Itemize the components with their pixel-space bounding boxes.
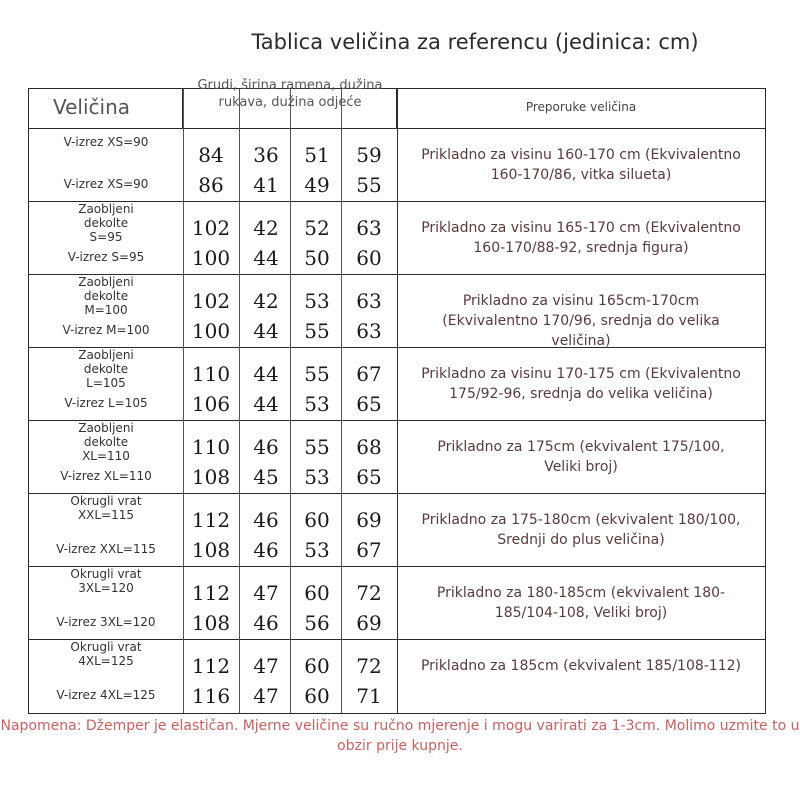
- measurement-value: 106: [191, 392, 231, 416]
- measurement-value: 42: [253, 289, 279, 313]
- measurement-value: 112: [191, 654, 231, 678]
- measurement-value: 60: [304, 654, 330, 678]
- measurement-value: 102: [191, 216, 231, 240]
- measurement-value: 65: [356, 392, 382, 416]
- size-label-secondary: V-izrez XXL=115: [56, 542, 156, 556]
- measurement-value: 59: [356, 143, 382, 167]
- measurement-value: 100: [191, 319, 231, 343]
- measurement-value: 55: [304, 319, 330, 343]
- size-label-secondary: V-izrez 4XL=125: [56, 688, 156, 702]
- size-recommendation: Prikladno za visinu 165-170 cm (Ekvivalentno 160-170/88-92, srednja figura): [421, 220, 741, 256]
- size-label-primary: Zaobljeni dekolte XL=110: [78, 421, 134, 463]
- measurement-value: 108: [191, 611, 231, 635]
- measurement-value: 108: [191, 465, 231, 489]
- measurement-value: 84: [198, 143, 224, 167]
- column-divider: [397, 89, 398, 713]
- measurement-value: 53: [304, 465, 330, 489]
- measurement-value: 53: [304, 538, 330, 562]
- measurement-value: 46: [253, 508, 279, 532]
- measurement-value: 41: [253, 173, 279, 197]
- measurement-value: 72: [356, 581, 382, 605]
- measurement-value: 71: [356, 684, 382, 708]
- measurement-value: 47: [253, 581, 279, 605]
- measurement-value: 60: [304, 508, 330, 532]
- measurement-value: 42: [253, 216, 279, 240]
- measurement-value: 46: [253, 611, 279, 635]
- measurement-value: 52: [304, 216, 330, 240]
- size-recommendation: Prikladno za visinu 160-170 cm (Ekvivalentno 160-170/86, vitka silueta): [421, 147, 741, 183]
- measurement-value: 44: [253, 392, 279, 416]
- measurement-value: 46: [253, 538, 279, 562]
- measurement-value: 116: [191, 684, 231, 708]
- size-recommendation: Prikladno za visinu 170-175 cm (Ekvivalentno 175/92-96, srednja do velika veličina): [421, 366, 741, 402]
- measurement-value: 50: [304, 246, 330, 270]
- column-divider: [341, 89, 342, 713]
- measurement-value: 56: [304, 611, 330, 635]
- measurement-value: 55: [356, 173, 382, 197]
- header-recommendation-label: Preporuke veličina: [525, 100, 637, 114]
- measurement-value: 69: [356, 611, 382, 635]
- size-label-primary: V-izrez XS=90: [63, 135, 149, 149]
- measurement-value: 47: [253, 654, 279, 678]
- size-recommendation: Prikladno za 175cm (ekvivalent 175/100, Veliki broj): [437, 439, 725, 475]
- measurement-value: 55: [304, 435, 330, 459]
- size-label-primary: Zaobljeni dekolte S=95: [78, 202, 134, 244]
- measurement-value: 63: [356, 289, 382, 313]
- measurement-value: 51: [304, 143, 330, 167]
- measurement-value: 72: [356, 654, 382, 678]
- measurement-value: 100: [191, 246, 231, 270]
- measurement-value: 60: [356, 246, 382, 270]
- measurement-value: 110: [191, 362, 231, 386]
- measurement-value: 60: [304, 581, 330, 605]
- size-label-primary: Zaobljeni dekolte M=100: [78, 275, 134, 317]
- measurement-value: 68: [356, 435, 382, 459]
- measurement-value: 44: [253, 319, 279, 343]
- column-divider: [290, 89, 291, 713]
- size-recommendation: Prikladno za 175-180cm (ekvivalent 180/100, Srednji do plus veličina): [421, 512, 741, 548]
- measurement-value: 86: [198, 173, 224, 197]
- measurement-value: 65: [356, 465, 382, 489]
- measurement-value: 102: [191, 289, 231, 313]
- measurement-value: 63: [356, 319, 382, 343]
- size-label-secondary: V-izrez S=95: [67, 250, 145, 264]
- column-divider: [183, 89, 184, 713]
- measurement-value: 112: [191, 581, 231, 605]
- measurement-value: 46: [253, 435, 279, 459]
- measurement-value: 108: [191, 538, 231, 562]
- measurement-value: 112: [191, 508, 231, 532]
- size-label-secondary: V-izrez XS=90: [63, 177, 149, 191]
- measurement-value: 49: [304, 173, 330, 197]
- header-size-label: Veličina: [53, 95, 131, 119]
- size-label-secondary: V-izrez XL=110: [60, 469, 152, 483]
- header-size-cell: [29, 89, 183, 129]
- size-label-primary: Okrugli vrat XXL=115: [70, 494, 142, 522]
- size-label-primary: Okrugli vrat 3XL=120: [70, 567, 142, 595]
- measurement-value: 45: [253, 465, 279, 489]
- measurement-value: 63: [356, 216, 382, 240]
- measurement-value: 110: [191, 435, 231, 459]
- measurement-value: 60: [304, 684, 330, 708]
- size-label-secondary: V-izrez 3XL=120: [56, 615, 156, 629]
- header-recommendation-cell: [397, 89, 765, 129]
- size-recommendation: Prikladno za 180-185cm (ekvivalent 180-185/104-108, Veliki broj): [436, 585, 726, 621]
- measurement-value: 69: [356, 508, 382, 532]
- measurement-value: 44: [253, 362, 279, 386]
- size-label-secondary: V-izrez L=105: [64, 396, 148, 410]
- size-label-primary: Okrugli vrat 4XL=125: [70, 640, 142, 668]
- size-label-secondary: V-izrez M=100: [62, 323, 150, 337]
- page-title: Tablica veličina za referencu (jedinica: cm): [251, 30, 699, 54]
- measurement-value: 36: [253, 143, 279, 167]
- column-divider: [239, 89, 240, 713]
- size-recommendation: Prikladno za visinu 165cm-170cm (Ekvivalentno 170/96, srednja do velika veličina): [442, 293, 720, 349]
- header-measurements-label: Grudi, širina ramena, dužina rukava, dužina odjeće: [197, 78, 383, 110]
- measurement-value: 67: [356, 538, 382, 562]
- measurement-value: 53: [304, 289, 330, 313]
- size-label-primary: Zaobljeni dekolte L=105: [78, 348, 134, 390]
- measurement-value: 67: [356, 362, 382, 386]
- footnote: Napomena: Džemper je elastičan. Mjerne veličine su ručno mjerenje i mogu varirati za 1-3cm. Molimo uzmite to u obzir prije kupnje.: [0, 718, 800, 754]
- measurement-value: 53: [304, 392, 330, 416]
- measurement-value: 44: [253, 246, 279, 270]
- measurement-value: 55: [304, 362, 330, 386]
- measurement-value: 47: [253, 684, 279, 708]
- size-chart-table: [28, 78, 766, 714]
- size-recommendation: Prikladno za 185cm (ekvivalent 185/108-112): [420, 658, 741, 674]
